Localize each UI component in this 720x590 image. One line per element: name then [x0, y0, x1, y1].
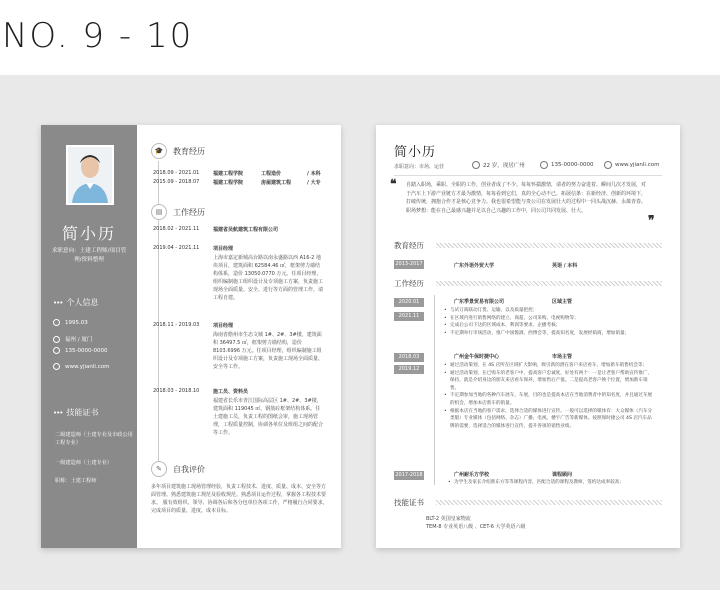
globe-icon: [53, 363, 60, 370]
profile-photo: [66, 145, 114, 205]
edu-date-tag: 2013-2017: [395, 261, 423, 267]
section-rule: [436, 281, 662, 286]
work-role: 项目经理: [213, 323, 234, 329]
resume-template-10[interactable]: [376, 125, 680, 548]
edu-school: 广东外语外贸大学: [454, 263, 495, 269]
phone-icon: [540, 161, 548, 169]
job-date-tag: 2019.12: [394, 365, 424, 374]
edu-major: 英语 / 本科: [552, 263, 578, 269]
job-bullets: [448, 479, 658, 487]
job-bullets: [444, 307, 654, 337]
job-company: 广州金牛保时捷中心: [454, 354, 500, 360]
person-icon: [472, 161, 480, 169]
work-role: 项目经理: [213, 246, 234, 252]
job-date-tag: 2020.01: [394, 298, 424, 307]
bullet-item: • 不定期举行市场活动，推广中国酱酒、西博会等，提高知名度，发展经销商，增加销量；: [444, 330, 654, 338]
info-website: www.yjianli.com: [53, 363, 109, 370]
calendar-icon: [53, 319, 60, 326]
bullet-item: • 为学生及家长介绍新东方等等课程内容，匹配合适的课程及教师，签约达成率较高；: [448, 479, 658, 487]
candidate-name: 简小历: [61, 224, 116, 243]
job-date-tag: 2021.11: [394, 312, 424, 321]
work-description: 海南省儋州市生态文城 1#、2#、3#楼，建筑面积 36497.5 ㎡，框架剪力墙结构，造价 8103.6996 万元。任项目经理，组织编制施工组织设计及专项施工方案，负责施工现场全面质量、安全等工作。: [213, 332, 324, 370]
bullet-item: • 在区域内进行销售网络的建立，商超、公司采购、电视购物等；: [444, 315, 654, 323]
edu-major: 工程造价: [261, 171, 282, 177]
job-role: 课程顾问: [552, 472, 573, 478]
phone-icon: [53, 347, 60, 354]
job-company: 广东季景贸易有限公司: [454, 299, 505, 305]
cert-item: 二级建造师（土建专业及市政公用工程专业）: [55, 432, 133, 446]
job-date-tag: 2017-2018: [395, 472, 423, 478]
work-date: 2018.02 - 2021.11: [153, 226, 200, 232]
resume-sidebar: [41, 125, 137, 548]
contact-website: www.yjianli.com: [604, 161, 659, 169]
page-header: [0, 0, 720, 75]
dots-icon: •••: [53, 408, 63, 417]
bullet-item: • 与试订商联动订货、运输，以及质量把控；: [444, 307, 654, 315]
personal-info-heading: ••• 个人信息: [53, 298, 99, 307]
job-intent: 求职意向：市场、运营: [394, 164, 445, 170]
page-heading: NO. 9 - 10: [2, 16, 194, 56]
edu-date: 2015.09 - 2018.07: [153, 179, 200, 185]
contact-age: 22 岁，现居广州: [472, 161, 525, 169]
job-role: 市场主管: [552, 354, 573, 360]
cert-item: 一级建造师（土建专业）: [55, 460, 113, 466]
work-company: 福建省吴航建筑工程有限公司: [213, 227, 279, 233]
info-location: 福州 / 厦门: [53, 335, 92, 343]
job-intent: 求职意向：土建工程师/项目管理/资料整理: [51, 248, 127, 263]
self-eval-heading: ✎ 自我评价: [151, 461, 205, 477]
cert-item: 职称：土建工程师: [55, 478, 97, 484]
divider: [394, 175, 662, 176]
bullet-item: • 完成后公司下达的区域成本、利润等要求，企播考核；: [444, 322, 654, 330]
edit-icon: ✎: [151, 461, 167, 477]
timeline-line: [434, 295, 435, 485]
work-heading: 工作经历: [394, 279, 424, 288]
cert-heading: ••• 技能证书: [53, 408, 99, 417]
work-role: 施工员、资料员: [213, 389, 249, 395]
job-company: 广州耐乐方学校: [454, 472, 490, 478]
job-date-tag: 2018.03: [394, 353, 424, 362]
summary-quote: 自踏入职场，乘职、全职的工作，创业者成了不少。每每怀揣激情，请者的努力奋进着。瞬间几次才发展，对于汽车上下游产业链方才最为激情，每每看到它们，真的全心动不已。拓展信条：在新经济、创新的环境下，打破传统，拥抱合作才是核心竞争力。我也很希望能与贵公司在发展壮大的过程中一同头战沉赫、永葆青春。职场梦想：能在自己最感兴趣并足以自己兴趣的工作中，同公司共同发展、壮大。: [406, 182, 647, 214]
work-heading: ▤ 工作经历: [151, 204, 205, 220]
cert-item: BLT-2 英国皇家物流: [426, 516, 471, 522]
bullet-item: • 根据本店在当地的客户需求，选择合适的媒体进行宣传。一般可以选择的媒体有：大众媒体（汽车分类版）专业媒体（包括网络、杂志）广播、电视。楼宇广告等新媒体。按照保时捷公司 4S 店汽车品牌的需要，选择适合的媒体进行宣传，提升各项的销售业绩。: [444, 408, 654, 431]
work-description: 上海市嘉定新城高台路以南永盛路以西 A16-2 地块项目，建筑面积 62584.46 ㎡，框架剪力墙结构体系，造价 13050.0770 万元。任项目经理，组织编制施工组织设计及专项施工方案，负责施工现场全面质量、安全、进行等方面的管理工作，请工程自建。: [213, 255, 324, 301]
work-date: 2018.03 - 2018.10: [153, 388, 200, 394]
education-heading: 🎓 教育经历: [151, 143, 205, 159]
edu-major: 房屋建筑工程: [261, 180, 292, 186]
info-birthdate: 1995.03: [53, 319, 88, 326]
cert-heading: 技能证书: [394, 498, 424, 507]
mail-icon: [604, 161, 612, 169]
edu-school: 福建工程学院: [213, 180, 244, 186]
cert-item: TEM-8 专业英语八级 、CET-6 大学英语六级: [426, 524, 526, 530]
bullet-item: • 通过活动策划，在已购车的老客户中，提高客户忠诚度，好处有两个：一是让老客户帮助宣传推广，保持，就是介绍身边的朋友来店看车保养，增加售后产值。二是提高老客户换个位置，增加新车销售。: [444, 370, 654, 393]
edu-school: 福建工程学院: [213, 171, 244, 177]
bullet-item: • 通过活动策划，在 4S 店所在区域扩大影响，吸引新的潜在客户来店看车，增加新车销售机会等；: [444, 362, 654, 370]
section-rule: [436, 500, 662, 505]
education-heading: 教育经历: [394, 241, 424, 250]
graduation-cap-icon: 🎓: [151, 143, 167, 159]
close-quote-icon: ❞: [648, 213, 655, 227]
work-date: 2018.11 - 2019.03: [153, 322, 200, 328]
candidate-name: 简小历: [394, 145, 437, 160]
resume-main: [137, 125, 341, 548]
bullet-item: • 不定期参加当地的各种汽车展车，车展，目的也是提高本店在当地消费者中的知名度，并且通过车展的机会，增加本店新车的销量。: [444, 392, 654, 407]
info-phone: 135-0000-0000: [53, 347, 107, 354]
open-quote-icon: ❝: [390, 177, 397, 191]
resume-template-9[interactable]: [41, 125, 341, 548]
work-date: 2019.04 - 2021.11: [153, 245, 200, 251]
work-description: 福建省长乐市青江国际高层区 1#、2#、3#楼，建筑面积 119045 ㎡，钢筋砼框架结构体系。任土建施工员，负责工程的图纸会审，施工现场管理，工程质量控制，协调各单位及班组之间的配合等工作。: [213, 398, 324, 436]
document-icon: ▤: [151, 204, 167, 220]
section-rule: [436, 243, 662, 248]
edu-date: 2018.09 - 2021.01: [153, 170, 200, 176]
edu-degree: / 大专: [307, 180, 321, 186]
edu-degree: / 本科: [307, 171, 321, 177]
job-bullets: [444, 362, 654, 430]
contact-phone: 135-0000-0000: [540, 161, 593, 169]
self-eval-text: 多年项目建筑施工现场管理经验，负责工程技术、进度、质量、成本、安全等方面管理。熟悉建筑施工规范及验收规范。熟悉项目运作过程，掌握各工程技术要求。 服有效组织、领导、协调各后和各分包单位各项工作，严格履行合同要求，完成项目的质量、进度、成本目标。: [151, 484, 328, 514]
job-role: 区域主管: [552, 299, 573, 305]
location-icon: [53, 336, 60, 343]
dots-icon: •••: [53, 298, 63, 307]
